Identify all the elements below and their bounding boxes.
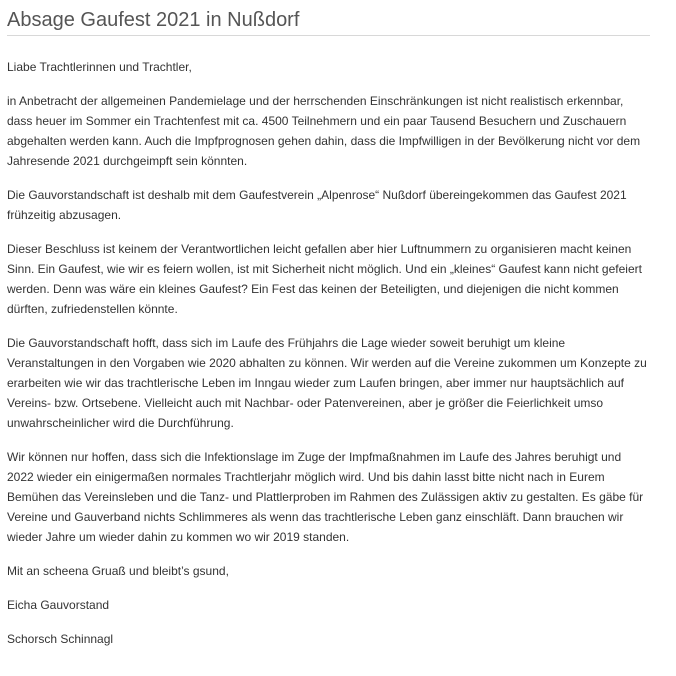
paragraph-reasoning: Dieser Beschluss ist keinem der Verantwortlichen leicht gefallen aber hier Luftnummern zu organisieren macht keinen Sinn. Ein Gaufest, wie wir es feiern wollen, ist mit Sicherheit nicht möglich. Und ein „kleines“ Gaufest kann nicht gefeiert werden. Denn was wäre ein kleines Gaufest? Ein Fest das keinen der Beteiligten, und diejenigen die nicht kommen dürften, zufriedenstellen könnte. [7, 242, 642, 316]
paragraph-sender: Eicha Gauvorstand [7, 598, 110, 612]
paragraph-cancellation-decision: Die Gauvorstandschaft ist deshalb mit dem Gaufestverein „Alpenrose“ Nußdorf übereingekommen das Gaufest 2021 frühzeitig abzusagen. [7, 188, 627, 222]
paragraph-outlook: Die Gauvorstandschaft hofft, dass sich im Laufe des Frühjahrs die Lage wieder soweit beruhigt um kleine Veranstaltungen in den Vorgaben wie 2020 abhalten zu können. Wir werden auf die Vereine zukommen um Konzepte zu erarbeiten wie wir das trachtlerische Leben im Inngau wieder zum Laufen bringen, aber immer nur hauptsächlich auf Vereins- bzw. Ortsebene. Vielleicht auch mit Nachbar- oder Patenvereinen, aber je größer die Feierlichkeit umso unwahrscheinlicher wird die Durchführung. [7, 336, 647, 430]
article-body [7, 57, 650, 649]
paragraph-closing: Mit an scheena Gruaß und bleibt’s gsund, [7, 564, 229, 578]
paragraph-pandemic-situation: in Anbetracht der allgemeinen Pandemielage und der herrschenden Einschränkungen ist nicht realistisch erkennbar, dass heuer im Sommer ein Trachtenfest mit ca. 4500 Teilnehmern und ein paar Tausend Besuchern und Zuschauern abgehalten werden kann. Auch die Impfprognosen gehen dahin, dass die Impfwilligen in der Bevölkerung nicht vor dem Jahresende 2021 durchgeimpft sein könnten. [7, 94, 641, 168]
paragraph-greeting: Liabe Trachtlerinnen und Trachtler, [7, 60, 192, 74]
paragraph-hope: Wir können nur hoffen, dass sich die Infektionslage im Zuge der Impfmaßnahmen im Laufe des Jahres beruhigt und 2022 wieder ein einigermaßen normales Trachtlerjahr möglich wird. Und bis dahin lasst bitte nicht nach in Eurem Bemühen das Vereinsleben und die Tanz- und Plattlerproben im Rahmen des Zulässigen aktiv zu gestalten. Es gäbe für Vereine und Gauverband nichts Schlimmeres als wenn das trachtlerische Leben ganz einschläft. Dann brauchen wir wieder Jahre um wieder dahin zu kommen wo wir 2019 standen. [7, 450, 644, 544]
article-title: Absage Gaufest 2021 in Nußdorf [7, 6, 650, 36]
paragraph-signature: Schorsch Schinnagl [7, 632, 114, 646]
